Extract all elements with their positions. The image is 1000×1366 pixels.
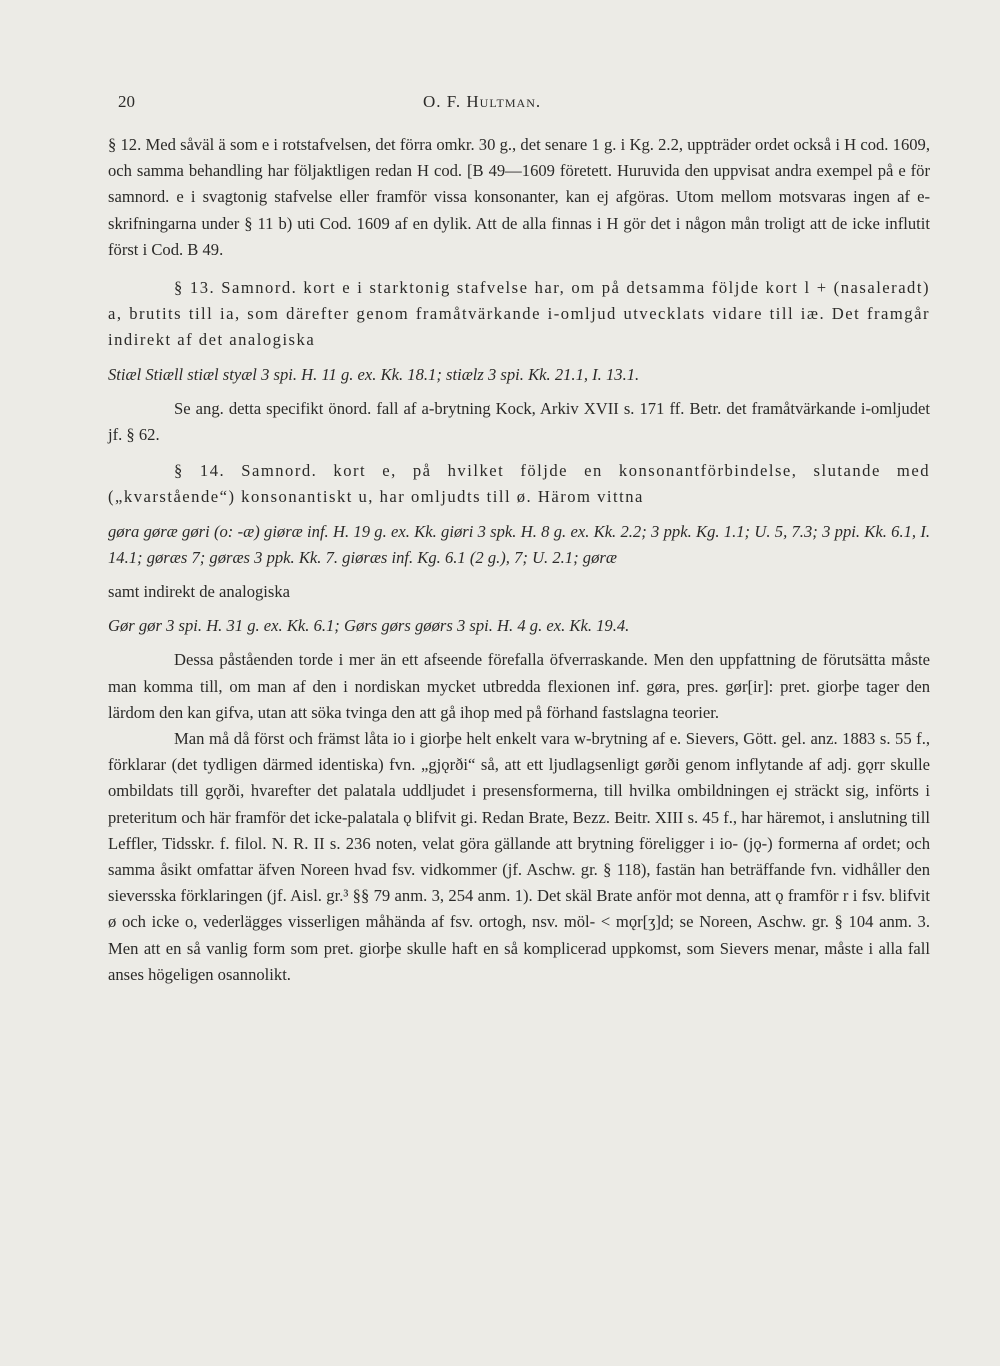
section-14-paragraph: § 14. Samnord. kort e, på hvilket följde en konsonantförbindelse, slutande med („kvarstående“) konsonantiskt u, har omljudts till ø. Härom vittna [108,461,930,507]
section-12-paragraph: § 12. Med såväl ä som e i rotstafvelsen, det förra omkr. 30 g., det senare 1 g. i Kg. 2.2, uppträder ordet också i H cod. 1609, och samma behandling har följaktligen redan H cod. [B 49—1609 företett. Huruvida den uppvisat andra exempel på e för samnord. e i svagtonig stafvelse eller framför vissa konsonanter, kan ej afgöras. Utom mellom motsvaras ingen af e-skrifningarna under § 11 b) uti Cod. 1609 af en dylik. Att de alla finnas i H gör det i någon mån troligt att de icke influtit först i Cod. B 49. [108,135,930,259]
section-13-paragraph: § 13. Samnord. kort e i starktonig stafvelse har, om på detsamma följde kort l + (nasaleradt) a, brutits till ia, som därefter genom framåtvärkande i-omljud utvecklats vidare till iæ. Det framgår indirekt af det analogiska [108,278,930,350]
page-body [108,132,930,988]
section-13-note: Se ang. detta specifikt önord. fall af a-brytning Kock, Arkiv XVII s. 171 ff. Betr. det framåtvärkande i-omljudet jf. § 62. [108,398,930,445]
running-head-author: O. F. Hultman. [423,92,542,111]
discussion-paragraph-1: Dessa påståenden torde i mer än ett afseende förefalla öfverraskande. Men den uppfattning de förutsätta måste man komma till, om man af den i nordiskan mycket utbredda flexionen inf. gøra, pres. gør[ir]: pret. giorþe tager den lärdom den kan gifva, utan att söka tvinga den att gå ihop med på förhand fastslagna teorier. [108,650,930,722]
section-14-examples: gøra gøræ gøri (o: -æ) giøræ inf. H. 19 g. ex. Kk. giøri 3 spk. H. 8 g. ex. Kk. 2.2; 3 ppk. Kg. 1.1; U. 5, 7.3; 3 ppi. Kk. 6.1, I. 14.1; gøræs 7; gøræs 3 ppk. Kk. 7. giøræs inf. Kg. 6.1 (2 g.), 7; U. 2.1; gøræ [108,521,930,567]
section-14-analogical-examples: Gør gør 3 spi. H. 31 g. ex. Kk. 6.1; Gørs gørs gøørs 3 spi. H. 4 g. ex. Kk. 19.4. [108,616,630,636]
page-header [118,92,938,118]
page-number: 20 [118,92,135,111]
section-13-examples: Stiæl Stiæll stiæl styæl 3 spi. H. 11 g. ex. Kk. 18.1; stiælz 3 spi. Kk. 21.1, I. 13.1. [108,364,640,384]
discussion-paragraph-2: Man må då först och främst låta io i giorþe helt enkelt vara w-brytning af e. Sievers, Gött. gel. anz. 1883 s. 55 f., förklarar (det tydligen därmed identiska) fvn. „gjǫrði“ så, att ett ljudlagsenligt gørði genom inflytande af adj. gǫrr skulle ombildats till gǫrði, hvarefter det palatala uddljudet i presensformerna, till hvilka ombildningen ej sträckt sig, införts i preteritum och här framför det icke-palatala ǫ blifvit gi. Redan Brate, Bezz. Beitr. XIII s. 45 f., har häremot, i anslutning till Leffler, Tidsskr. f. filol. N. R. II s. 236 noten, velat göra gällande att brytning föreligger i io- (jǫ-) formerna af ordet; och samma åsikt omfattar äfven Noreen hvad fsv. vidkommer (jf. Aschw. gr. § 118), fastän han beträffande fvn. vidhåller den sieversska förklaringen (jf. Aisl. gr.³ §§ 79 anm. 3, 254 anm. 1). Det skäl Brate anför mot denna, att ǫ framför r i fsv. blifvit ø och icke o, vederlägges visserligen måhända af fsv. ortogh, nsv. möl- < mǫr[ʒ]d; se Noreen, Aschw. gr. § 104 anm. 3. Men att en så vanlig form som pret. giorþe skulle haft en så komplicerad uppkomst, som Sievers menar, måste i alla fall anses högeligen osannolikt. [108,729,930,984]
section-14-analogical-intro: samt indirekt de analogiska [108,582,291,602]
